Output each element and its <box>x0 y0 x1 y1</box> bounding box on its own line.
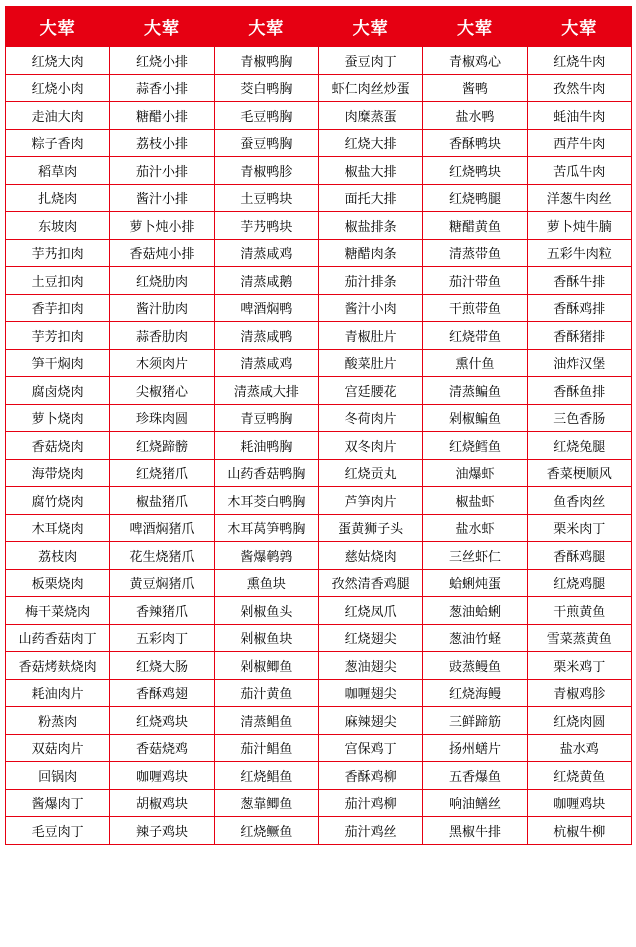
menu-item-cell: 双菇肉片 <box>6 734 110 762</box>
column-header-1: 大荤 <box>6 7 110 47</box>
menu-item-cell: 油爆虾 <box>423 459 527 487</box>
menu-item-cell: 肉糜蒸蛋 <box>318 102 422 130</box>
menu-item-cell: 椒盐猪爪 <box>110 487 214 515</box>
table-row <box>6 157 632 185</box>
menu-item-cell: 红烧鳜鱼 <box>214 817 318 845</box>
menu-item-cell: 青豆鸭胸 <box>214 404 318 432</box>
menu-item-cell: 香芋扣肉 <box>6 294 110 322</box>
menu-item-cell: 稻草肉 <box>6 157 110 185</box>
menu-item-cell: 虾仁肉丝炒蛋 <box>318 74 422 102</box>
menu-item-cell: 咖喱鸡块 <box>527 789 631 817</box>
menu-item-cell: 蒜香肋肉 <box>110 322 214 350</box>
table-row <box>6 817 632 845</box>
menu-item-cell: 茄汁黄鱼 <box>214 679 318 707</box>
menu-item-cell: 红烧鸭腿 <box>423 184 527 212</box>
menu-item-cell: 红烧大排 <box>318 129 422 157</box>
menu-item-cell: 盐水鸡 <box>527 734 631 762</box>
menu-item-cell: 酱汁小排 <box>110 184 214 212</box>
menu-item-cell: 腐卤烧肉 <box>6 377 110 405</box>
menu-item-cell: 青椒肚片 <box>318 322 422 350</box>
menu-item-cell: 酱爆肉丁 <box>6 789 110 817</box>
menu-item-cell: 红烧猪爪 <box>110 459 214 487</box>
menu-item-cell: 芋艿扣肉 <box>6 239 110 267</box>
menu-item-cell: 胡椒鸡块 <box>110 789 214 817</box>
menu-item-cell: 熏鱼块 <box>214 569 318 597</box>
menu-item-cell: 双冬肉片 <box>318 432 422 460</box>
menu-item-cell: 红烧兔腿 <box>527 432 631 460</box>
table-row <box>6 459 632 487</box>
menu-item-cell: 蛤蜊炖蛋 <box>423 569 527 597</box>
menu-item-cell: 青椒鸭胸 <box>214 47 318 75</box>
menu-item-cell: 红烧鸡块 <box>110 707 214 735</box>
menu-item-cell: 五彩肉丁 <box>110 624 214 652</box>
menu-item-cell: 茄汁排条 <box>318 267 422 295</box>
menu-item-cell: 耗油鸭胸 <box>214 432 318 460</box>
table-row <box>6 487 632 515</box>
menu-item-cell: 冬荷肉片 <box>318 404 422 432</box>
menu-item-cell: 花生烧猪爪 <box>110 542 214 570</box>
menu-item-cell: 蚕豆肉丁 <box>318 47 422 75</box>
menu-item-cell: 清蒸咸鸡 <box>214 349 318 377</box>
menu-item-cell: 椒盐排条 <box>318 212 422 240</box>
menu-item-cell: 茄汁鲳鱼 <box>214 734 318 762</box>
menu-item-cell: 木耳莴笋鸭胸 <box>214 514 318 542</box>
menu-item-cell: 土豆扣肉 <box>6 267 110 295</box>
menu-table <box>5 6 632 845</box>
menu-item-cell: 酱鸭 <box>423 74 527 102</box>
menu-item-cell: 雪菜蒸黄鱼 <box>527 624 631 652</box>
menu-item-cell: 麻辣翅尖 <box>318 707 422 735</box>
menu-item-cell: 五彩牛肉粒 <box>527 239 631 267</box>
menu-item-cell: 芋芳扣肉 <box>6 322 110 350</box>
menu-item-cell: 茄汁鸡柳 <box>318 789 422 817</box>
menu-item-cell: 红烧海鳗 <box>423 679 527 707</box>
menu-item-cell: 蚝油牛肉 <box>527 102 631 130</box>
menu-item-cell: 红烧小排 <box>110 47 214 75</box>
table-row <box>6 184 632 212</box>
menu-item-cell: 油炸汉堡 <box>527 349 631 377</box>
menu-item-cell: 酱汁肋肉 <box>110 294 214 322</box>
table-row <box>6 74 632 102</box>
menu-item-cell: 香酥猪排 <box>527 322 631 350</box>
menu-item-cell: 香酥鸡柳 <box>318 762 422 790</box>
menu-item-cell: 黑椒牛排 <box>423 817 527 845</box>
header-row <box>6 7 632 47</box>
menu-item-cell: 咖喱翅尖 <box>318 679 422 707</box>
menu-item-cell: 红烧鸭块 <box>423 157 527 185</box>
menu-item-cell: 豉蒸鳗鱼 <box>423 652 527 680</box>
menu-item-cell: 红烧大肠 <box>110 652 214 680</box>
menu-item-cell: 红烧翅尖 <box>318 624 422 652</box>
table-row <box>6 432 632 460</box>
menu-item-cell: 孜然牛肉 <box>527 74 631 102</box>
menu-item-cell: 香酥鱼排 <box>527 377 631 405</box>
menu-item-cell: 盐水虾 <box>423 514 527 542</box>
table-header <box>6 7 632 47</box>
menu-item-cell: 糖醋黄鱼 <box>423 212 527 240</box>
menu-item-cell: 红烧带鱼 <box>423 322 527 350</box>
menu-item-cell: 栗米肉丁 <box>527 514 631 542</box>
menu-item-cell: 香酥鸭块 <box>423 129 527 157</box>
menu-item-cell: 清蒸带鱼 <box>423 239 527 267</box>
menu-item-cell: 香菇烧肉 <box>6 432 110 460</box>
table-row <box>6 404 632 432</box>
menu-item-cell: 萝卜烧肉 <box>6 404 110 432</box>
menu-item-cell: 梅干菜烧肉 <box>6 597 110 625</box>
column-header-4: 大荤 <box>318 7 422 47</box>
menu-item-cell: 葱油翅尖 <box>318 652 422 680</box>
menu-item-cell: 香酥鸡翅 <box>110 679 214 707</box>
menu-item-cell: 土豆鸭块 <box>214 184 318 212</box>
menu-item-cell: 毛豆肉丁 <box>6 817 110 845</box>
menu-item-cell: 香辣猪爪 <box>110 597 214 625</box>
menu-item-cell: 香酥牛排 <box>527 267 631 295</box>
menu-item-cell: 红烧鲳鱼 <box>214 762 318 790</box>
table-row <box>6 129 632 157</box>
menu-item-cell: 剁椒鱼块 <box>214 624 318 652</box>
menu-item-cell: 萝卜炖小排 <box>110 212 214 240</box>
menu-item-cell: 香菜梗顺风 <box>527 459 631 487</box>
menu-item-cell: 蒜香小排 <box>110 74 214 102</box>
menu-item-cell: 荔枝肉 <box>6 542 110 570</box>
menu-item-cell: 东坡肉 <box>6 212 110 240</box>
menu-item-cell: 扎烧肉 <box>6 184 110 212</box>
menu-item-cell: 杭椒牛柳 <box>527 817 631 845</box>
menu-item-cell: 红烧肋肉 <box>110 267 214 295</box>
table-row <box>6 542 632 570</box>
table-row <box>6 102 632 130</box>
menu-item-cell: 萝卜炖牛腩 <box>527 212 631 240</box>
menu-item-cell: 香菇炖小排 <box>110 239 214 267</box>
menu-item-cell: 剁椒鳊鱼 <box>423 404 527 432</box>
menu-item-cell: 香菇烧鸡 <box>110 734 214 762</box>
menu-item-cell: 椒盐虾 <box>423 487 527 515</box>
menu-item-cell: 干煎黄鱼 <box>527 597 631 625</box>
menu-item-cell: 茄汁小排 <box>110 157 214 185</box>
menu-item-cell: 糖醋小排 <box>110 102 214 130</box>
menu-item-cell: 啤酒焖猪爪 <box>110 514 214 542</box>
menu-item-cell: 芋艿鸭块 <box>214 212 318 240</box>
menu-item-cell: 木须肉片 <box>110 349 214 377</box>
table-row <box>6 212 632 240</box>
menu-item-cell: 剁椒鱼头 <box>214 597 318 625</box>
menu-item-cell: 毛豆鸭胸 <box>214 102 318 130</box>
menu-item-cell: 山药香菇鸭胸 <box>214 459 318 487</box>
menu-item-cell: 木耳茭白鸭胸 <box>214 487 318 515</box>
menu-item-cell: 粽子香肉 <box>6 129 110 157</box>
menu-item-cell: 耗油肉片 <box>6 679 110 707</box>
menu-item-cell: 酸菜肚片 <box>318 349 422 377</box>
menu-item-cell: 红烧鸡腿 <box>527 569 631 597</box>
menu-item-cell: 西芹牛肉 <box>527 129 631 157</box>
menu-item-cell: 三鲜蹄筋 <box>423 707 527 735</box>
menu-item-cell: 黄豆焖猪爪 <box>110 569 214 597</box>
menu-item-cell: 芦笋肉片 <box>318 487 422 515</box>
menu-item-cell: 腐竹烧肉 <box>6 487 110 515</box>
menu-item-cell: 慈姑烧肉 <box>318 542 422 570</box>
menu-item-cell: 干煎带鱼 <box>423 294 527 322</box>
menu-item-cell: 山药香菇肉丁 <box>6 624 110 652</box>
table-row <box>6 294 632 322</box>
menu-item-cell: 香酥鸡排 <box>527 294 631 322</box>
menu-item-cell: 清蒸咸鸡 <box>214 239 318 267</box>
menu-item-cell: 清蒸鳊鱼 <box>423 377 527 405</box>
menu-item-cell: 三色香肠 <box>527 404 631 432</box>
menu-item-cell: 咖喱鸡块 <box>110 762 214 790</box>
table-row <box>6 322 632 350</box>
table-row <box>6 707 632 735</box>
menu-item-cell: 清蒸咸鸭 <box>214 322 318 350</box>
menu-item-cell: 青椒鸭胗 <box>214 157 318 185</box>
menu-item-cell: 茄汁鸡丝 <box>318 817 422 845</box>
column-header-6: 大荤 <box>527 7 631 47</box>
table-row <box>6 514 632 542</box>
menu-item-cell: 香菇烤麸烧肉 <box>6 652 110 680</box>
menu-item-cell: 盐水鸭 <box>423 102 527 130</box>
table-row <box>6 239 632 267</box>
table-row <box>6 789 632 817</box>
menu-item-cell: 红烧牛肉 <box>527 47 631 75</box>
menu-item-cell: 清蒸咸鹅 <box>214 267 318 295</box>
menu-item-cell: 扬州蟮片 <box>423 734 527 762</box>
column-header-2: 大荤 <box>110 7 214 47</box>
menu-item-cell: 红烧大肉 <box>6 47 110 75</box>
menu-item-cell: 粉蒸肉 <box>6 707 110 735</box>
menu-item-cell: 海带烧肉 <box>6 459 110 487</box>
menu-item-cell: 葱油竹蛏 <box>423 624 527 652</box>
menu-item-cell: 蛋黄狮子头 <box>318 514 422 542</box>
table-row <box>6 652 632 680</box>
menu-item-cell: 荔枝小排 <box>110 129 214 157</box>
menu-item-cell: 栗米鸡丁 <box>527 652 631 680</box>
menu-item-cell: 走油大肉 <box>6 102 110 130</box>
table-row <box>6 679 632 707</box>
menu-item-cell: 洋葱牛肉丝 <box>527 184 631 212</box>
menu-item-cell: 酱汁小肉 <box>318 294 422 322</box>
menu-item-cell: 蚕豆鸭胸 <box>214 129 318 157</box>
table-row <box>6 569 632 597</box>
menu-item-cell: 剁椒鲫鱼 <box>214 652 318 680</box>
menu-item-cell: 糖醋肉条 <box>318 239 422 267</box>
menu-item-cell: 回锅肉 <box>6 762 110 790</box>
menu-item-cell: 珍珠肉圆 <box>110 404 214 432</box>
menu-item-cell: 响油鳝丝 <box>423 789 527 817</box>
menu-item-cell: 葱油蛤蜊 <box>423 597 527 625</box>
column-header-3: 大荤 <box>214 7 318 47</box>
menu-item-cell: 椒盐大排 <box>318 157 422 185</box>
menu-item-cell: 苦瓜牛肉 <box>527 157 631 185</box>
menu-item-cell: 红烧肉圆 <box>527 707 631 735</box>
table-row <box>6 597 632 625</box>
menu-item-cell: 红烧蹄髈 <box>110 432 214 460</box>
menu-item-cell: 清蒸鲳鱼 <box>214 707 318 735</box>
table-row <box>6 624 632 652</box>
menu-item-cell: 清蒸咸大排 <box>214 377 318 405</box>
table-row <box>6 47 632 75</box>
table-row <box>6 734 632 762</box>
menu-item-cell: 五香爆鱼 <box>423 762 527 790</box>
menu-item-cell: 面托大排 <box>318 184 422 212</box>
menu-item-cell: 香酥鸡腿 <box>527 542 631 570</box>
menu-item-cell: 红烧鳕鱼 <box>423 432 527 460</box>
menu-item-cell: 红烧黄鱼 <box>527 762 631 790</box>
menu-item-cell: 辣子鸡块 <box>110 817 214 845</box>
menu-item-cell: 尖椒猪心 <box>110 377 214 405</box>
menu-item-cell: 宫廷腰花 <box>318 377 422 405</box>
menu-item-cell: 笋干焖肉 <box>6 349 110 377</box>
table-row <box>6 377 632 405</box>
menu-item-cell: 啤酒焖鸭 <box>214 294 318 322</box>
menu-item-cell: 茄汁带鱼 <box>423 267 527 295</box>
table-row <box>6 267 632 295</box>
menu-item-cell: 茭白鸭胸 <box>214 74 318 102</box>
menu-item-cell: 红烧凤爪 <box>318 597 422 625</box>
menu-item-cell: 宫保鸡丁 <box>318 734 422 762</box>
table-row <box>6 762 632 790</box>
menu-item-cell: 葱靠鲫鱼 <box>214 789 318 817</box>
menu-item-cell: 孜然清香鸡腿 <box>318 569 422 597</box>
menu-item-cell: 鱼香肉丝 <box>527 487 631 515</box>
table-body <box>6 47 632 845</box>
menu-item-cell: 三丝虾仁 <box>423 542 527 570</box>
menu-item-cell: 青椒鸡胗 <box>527 679 631 707</box>
menu-item-cell: 红烧贡丸 <box>318 459 422 487</box>
menu-item-cell: 木耳烧肉 <box>6 514 110 542</box>
menu-item-cell: 酱爆鹌鹑 <box>214 542 318 570</box>
menu-item-cell: 熏什鱼 <box>423 349 527 377</box>
menu-item-cell: 青椒鸡心 <box>423 47 527 75</box>
table-row <box>6 349 632 377</box>
menu-item-cell: 红烧小肉 <box>6 74 110 102</box>
menu-item-cell: 板栗烧肉 <box>6 569 110 597</box>
column-header-5: 大荤 <box>423 7 527 47</box>
